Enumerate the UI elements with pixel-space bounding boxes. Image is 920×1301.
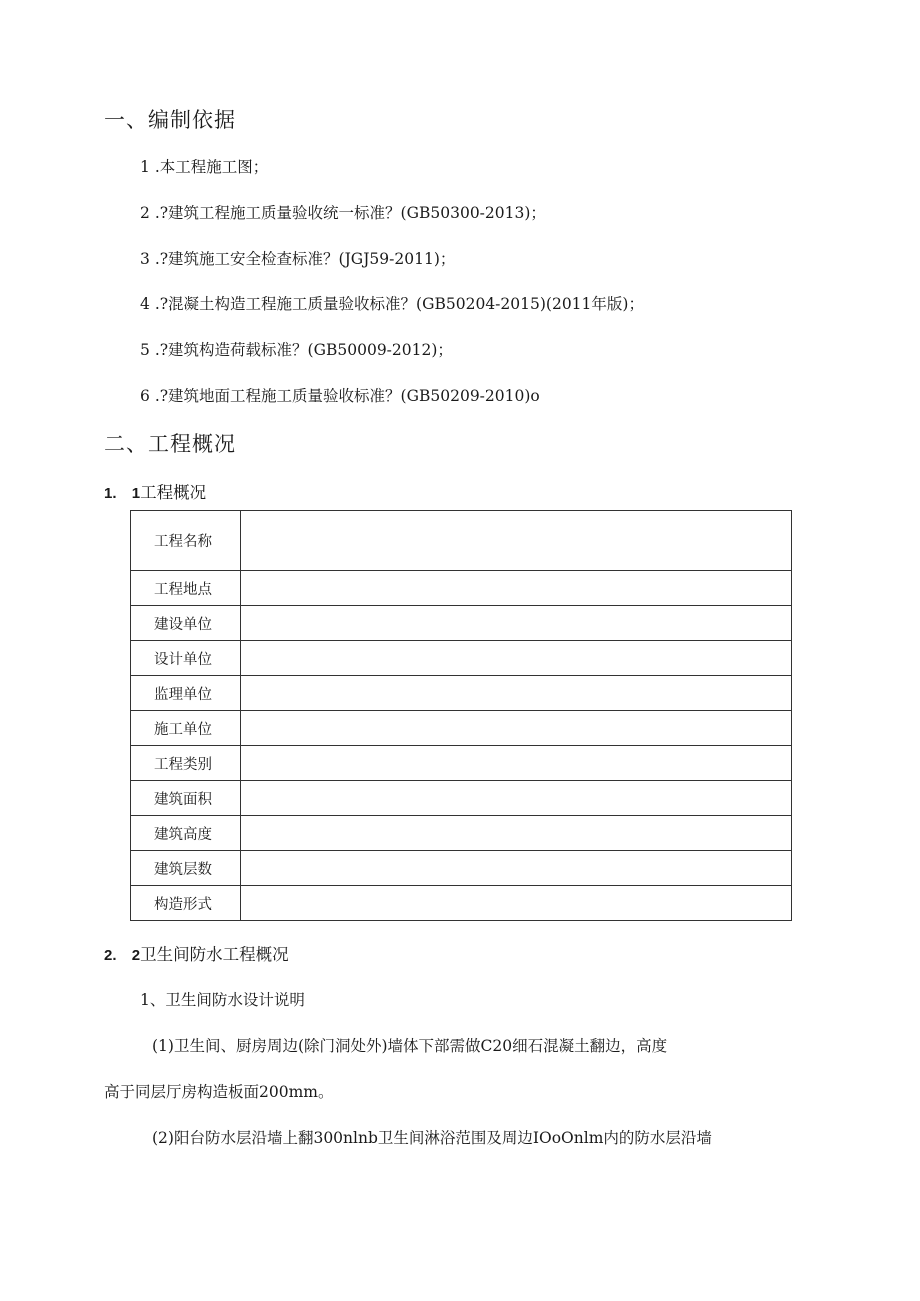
paragraph-1-line-1: (1)卫生间、厨房周边(除门洞处外)墙体下部需做C20细石混凝土翻边，高度 bbox=[152, 1037, 668, 1055]
row-value bbox=[240, 511, 791, 571]
table-row bbox=[131, 606, 792, 641]
project-info-table bbox=[130, 510, 792, 921]
row-value bbox=[240, 676, 791, 711]
subsection-number: 2. bbox=[104, 947, 117, 964]
table-row bbox=[131, 851, 792, 886]
list-item bbox=[140, 247, 455, 269]
row-label: 建筑面积 bbox=[131, 781, 241, 816]
paragraph-1-line-2: 高于同层厅房构造板面200mm。 bbox=[104, 1083, 334, 1101]
item-text: .?建筑工程施工质量验收统一标准？(GB50300-2013)； bbox=[154, 204, 546, 222]
subsection-number: 1. bbox=[104, 485, 117, 502]
list-item bbox=[140, 201, 546, 223]
row-value bbox=[240, 816, 791, 851]
table-row bbox=[131, 676, 792, 711]
row-value bbox=[240, 571, 791, 606]
list-item bbox=[140, 292, 644, 314]
table-row bbox=[131, 781, 792, 816]
table-row bbox=[131, 886, 792, 921]
list-item bbox=[140, 384, 540, 406]
item-number: 4 bbox=[140, 295, 150, 313]
row-label: 工程类别 bbox=[131, 746, 241, 781]
subsection-heading-2 bbox=[104, 941, 289, 965]
row-value bbox=[240, 641, 791, 676]
table-row bbox=[131, 511, 792, 571]
item-number: 5 bbox=[140, 341, 150, 359]
paragraph-2-line-1: (2)阳台防水层沿墙上翻300nlnb卫生间淋浴范围及周边IOoOnlm内的防水层沿墙 bbox=[152, 1129, 712, 1147]
row-value bbox=[240, 606, 791, 641]
subsection-number-2: 2 bbox=[131, 947, 141, 964]
subsection-number-2: 1 bbox=[131, 485, 141, 502]
row-value bbox=[240, 711, 791, 746]
item-number: 6 bbox=[140, 387, 150, 405]
table-row bbox=[131, 816, 792, 851]
list-item bbox=[140, 155, 268, 177]
table-row bbox=[131, 571, 792, 606]
item-text: .?混凝土构造工程施工质量验收标准？(GB50204-2015)(2011年版)； bbox=[154, 295, 644, 313]
section-2-heading: 二、工程概况 bbox=[104, 432, 236, 456]
list-item bbox=[140, 338, 453, 360]
table-row bbox=[131, 641, 792, 676]
row-label: 构造形式 bbox=[131, 886, 241, 921]
row-value bbox=[240, 851, 791, 886]
row-label: 工程地点 bbox=[131, 571, 241, 606]
subsection-title: 工程概况 bbox=[140, 483, 207, 502]
item-number: 3 bbox=[140, 250, 150, 268]
row-label: 监理单位 bbox=[131, 676, 241, 711]
row-label: 建设单位 bbox=[131, 606, 241, 641]
design-heading: 1、卫生间防水设计说明 bbox=[140, 991, 305, 1009]
item-number: 2 bbox=[140, 204, 150, 222]
row-value bbox=[240, 746, 791, 781]
row-label: 施工单位 bbox=[131, 711, 241, 746]
row-label: 建筑高度 bbox=[131, 816, 241, 851]
item-text: .?建筑构造荷载标准？(GB50009-2012)； bbox=[154, 341, 453, 359]
subsection-title: 卫生间防水工程概况 bbox=[140, 945, 289, 964]
row-label: 建筑层数 bbox=[131, 851, 241, 886]
section-1-heading: 一、编制依据 bbox=[104, 108, 236, 132]
item-text: .?建筑施工安全检查标准？(JGJ59-2011)； bbox=[154, 250, 456, 268]
row-value bbox=[240, 886, 791, 921]
item-text: .本工程施工图； bbox=[154, 158, 269, 176]
row-label: 设计单位 bbox=[131, 641, 241, 676]
row-label: 工程名称 bbox=[131, 511, 241, 571]
table-row bbox=[131, 711, 792, 746]
table-row bbox=[131, 746, 792, 781]
subsection-heading bbox=[104, 479, 206, 503]
item-text: .?建筑地面工程施工质量验收标准？(GB50209-2010)o bbox=[154, 387, 540, 405]
row-value bbox=[240, 781, 791, 816]
item-number: 1 bbox=[140, 158, 150, 176]
